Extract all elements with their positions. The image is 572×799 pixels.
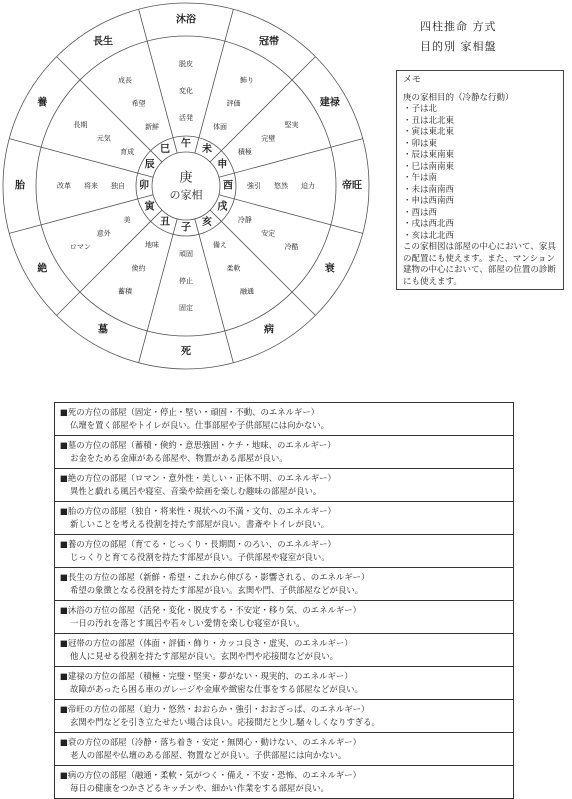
sector-keyword: 意外: [96, 229, 111, 238]
branch-label: 亥: [202, 216, 212, 228]
branch-label: 申: [217, 159, 228, 171]
table-cell: [55, 700, 514, 733]
sector-keyword: 体面: [213, 123, 227, 132]
table-cell: [55, 634, 514, 667]
memo-item: ・寅は東北東: [403, 127, 455, 137]
sector-keyword: 脱皮: [179, 60, 193, 68]
memo-box: [396, 70, 564, 290]
sector-keyword: 将来: [84, 182, 98, 190]
sector-keyword: 迫力: [301, 182, 315, 190]
sector-keyword: 育成: [120, 148, 135, 156]
row-heading: ■墓の方位の部屋（蓄積・倹約・意思強固・ケチ・地味、のエネルギー）: [60, 440, 336, 450]
sector-keyword: 強引: [247, 182, 261, 190]
stage-label: 養: [37, 97, 48, 109]
row-description: 玄関や門などを引き立たせたい場合は良い。応接間だと少し騒々しくなりすぎる。: [70, 717, 380, 727]
sector-keyword: 頑固: [179, 250, 193, 258]
row-description: 新しいことを考える役割を持たす部屋が良い。書斎やトイレが良い。: [70, 519, 330, 529]
stage-label: 衰: [324, 263, 335, 275]
direction-room-table: [54, 402, 514, 799]
stage-label: 冠帯: [259, 36, 279, 48]
memo-title: メモ: [403, 75, 422, 85]
sector-keyword: 変化: [179, 87, 193, 95]
sector-keyword: 飾り: [240, 76, 254, 85]
branch-label: 午: [181, 138, 191, 150]
table-cell: [55, 436, 514, 469]
branch-label: 酉: [223, 180, 233, 192]
sector-keyword: 倹約: [131, 264, 146, 273]
sector-keyword: 独自: [111, 182, 125, 190]
row-heading: ■冠帯の方位の部屋（体面・評価・飾り・カッコ良さ・虚実、のエネルギー）: [60, 638, 353, 648]
sector-keyword: 活発: [179, 114, 193, 122]
memo-item: ・午は南: [403, 173, 438, 183]
memo-item: ・辰は東南東: [403, 150, 455, 160]
memo-item: ・巳は南南東: [403, 161, 455, 172]
sector-keyword: 成長: [118, 76, 132, 85]
row-description: 故障があったら困る車のガレージや金庫や緻密な仕事をする部屋などが良い。: [70, 684, 363, 694]
row-heading: ■胎の方位の部屋（独自・将来性・現状への不満・文句、のエネルギー）: [60, 506, 336, 516]
memo-heading: 庚の家相目的（冷静な行動）: [403, 92, 514, 103]
table-row: [55, 469, 514, 502]
row-description: 異性と戯れる風呂や寝室、音楽や絵画を楽しむ趣味の部屋が良い。: [70, 486, 322, 496]
row-description: 老人の部屋や仏壇のある部屋、物置などが良い。子供部屋には向かない。: [70, 750, 347, 760]
sector-keyword: 新鮮: [145, 123, 159, 132]
sector-keyword: 安定: [261, 229, 276, 238]
stage-label: 長生: [93, 36, 113, 48]
memo-item: ・丑は北北東: [403, 115, 455, 126]
memo-item: ・申は西南西: [403, 196, 455, 206]
sector-keyword: 固定: [179, 304, 193, 312]
sector-keyword: 融通: [240, 287, 254, 296]
sector-keyword: 改革: [57, 182, 71, 190]
sector-keyword: 長期: [73, 121, 88, 129]
sector-keyword: 希望: [131, 99, 146, 108]
branch-label: 辰: [144, 159, 155, 171]
sector-keyword: 蓄積: [118, 287, 132, 296]
center-stem: 庚: [179, 170, 193, 186]
memo-item: ・酉は西: [403, 207, 438, 218]
table-cell: [55, 601, 514, 634]
memo-item: ・卯は東: [403, 138, 438, 149]
sector-keyword: 備え: [213, 240, 227, 249]
table-cell: [55, 667, 514, 700]
sector-keyword: 冷静: [237, 216, 252, 224]
row-heading: ■建禄の方位の部屋（積極・完璧・堅実・夢がない・現実的、のエネルギー）: [60, 671, 353, 681]
table-cell: [55, 766, 514, 799]
center-label: の家相: [169, 188, 203, 202]
house-chart-wheel: [0, 0, 400, 372]
sector-keyword: 美: [123, 216, 131, 224]
table-row: [55, 502, 514, 535]
sector-keyword: ロマン: [69, 243, 91, 251]
header-subtitle: 目的別 家相盤: [420, 40, 497, 53]
table-row: [55, 568, 514, 601]
sector-keyword: 完璧: [261, 134, 276, 143]
sector-keyword: 停止: [179, 277, 193, 285]
sector-keyword: 積極: [237, 148, 252, 156]
branch-label: 戌: [217, 201, 228, 213]
stage-label: 帝旺: [342, 180, 362, 192]
stage-label: 絶: [37, 263, 48, 275]
row-description: じっくりと育てる役割を持たす部屋が良い。子供部屋や寝室が良い。: [70, 552, 330, 562]
row-heading: ■死の方位の部屋（固定・停止・堅い・頑固・不動、のエネルギー）: [60, 407, 320, 417]
table-cell: [55, 568, 514, 601]
table-row: [55, 634, 514, 667]
sector-keyword: 柔軟: [226, 264, 241, 273]
stage-label: 病: [264, 324, 274, 336]
table-cell: [55, 733, 514, 766]
memo-note: この家相図は部屋の中心において、家具の配置にも使えます。また、マンション建物の中心において、部屋の位置の診断にも使えます。: [403, 242, 556, 287]
branch-label: 未: [202, 144, 212, 156]
table-row: [55, 667, 514, 700]
table-row: [55, 601, 514, 634]
sector-keyword: 堅実: [284, 121, 299, 129]
table-row: [55, 700, 514, 733]
row-description: 仏壇を置く部屋やトイレが良い。仕事部屋や子供部屋には向かない。: [70, 420, 330, 430]
sector-keyword: 悠然: [274, 182, 288, 190]
row-heading: ■養の方位の部屋（育てる・じっくり・長期間・のろい、のエネルギー）: [60, 539, 336, 549]
table-row: [55, 436, 514, 469]
table-cell: [55, 535, 514, 568]
branch-label: 寅: [144, 201, 155, 213]
row-heading: ■絶の方位の部屋（ロマン・意外性・美しい・正体不明、のエネルギー）: [60, 473, 336, 483]
stage-label: 建禄: [319, 97, 340, 109]
row-heading: ■衰の方位の部屋（冷静・落ち着き・安定・無関心・動けない、のエネルギー）: [60, 737, 362, 747]
row-description: 希望の象徴となる役割を持たす部屋が良い。玄関や門、子供部屋などが良い。: [70, 585, 364, 595]
memo-item: ・戌は西北西: [403, 219, 455, 229]
row-heading: ■帝旺の方位の部屋（迫力・悠然・おおらか・強引・おおざっぱ、のエネルギー）: [60, 704, 370, 714]
sector-keyword: 地味: [145, 240, 159, 249]
stage-label: 墓: [98, 324, 108, 336]
table-row: [55, 733, 514, 766]
table-row: [55, 535, 514, 568]
branch-label: 子: [181, 222, 191, 234]
row-heading: ■沐浴の方位の部屋（活発・変化・脱皮する・不安定・移り気、のエネルギー）: [60, 605, 362, 615]
sector-keyword: 冷酷: [284, 243, 299, 251]
memo-item: ・子は北: [403, 104, 438, 114]
table-row: [55, 403, 514, 436]
table-row: [55, 766, 514, 799]
row-heading: ■病の方位の部屋（融通・柔軟・気がつく・備え・不安・恐怖、のエネルギー）: [60, 770, 362, 780]
row-description: 他人に見せる役割を持たす部屋が良い。玄関や門や応接間などが良い。: [70, 651, 338, 661]
row-description: 毎日の健康をつかさどるキッチンや、細かい作業をする部屋が良い。: [70, 783, 329, 793]
stage-label: 胎: [15, 180, 25, 192]
row-heading: ■長生の方位の部屋（新鮮・希望・これから伸びる・影響される、のエネルギー）: [60, 572, 370, 582]
branch-label: 卯: [139, 180, 149, 192]
row-description: 一日の汚れを落とす風呂や若々しい愛情を楽しむ寝室が良い。: [70, 618, 305, 628]
header-title: 四柱推命 方式: [420, 20, 497, 33]
table-cell: [55, 469, 514, 502]
branch-label: 丑: [160, 216, 170, 228]
memo-item: ・亥は北北西: [403, 230, 455, 241]
stage-label: 沐浴: [176, 14, 196, 26]
sector-keyword: 元気: [96, 134, 111, 143]
sector-keyword: 評価: [226, 99, 241, 108]
row-description: お金をためる金庫がある部屋や、物置がある部屋が良い。: [70, 453, 288, 463]
table-cell: [55, 403, 514, 436]
table-cell: [55, 502, 514, 535]
stage-label: 死: [181, 346, 191, 358]
memo-item: ・未は南南西: [403, 184, 455, 195]
branch-label: 巳: [160, 144, 170, 156]
